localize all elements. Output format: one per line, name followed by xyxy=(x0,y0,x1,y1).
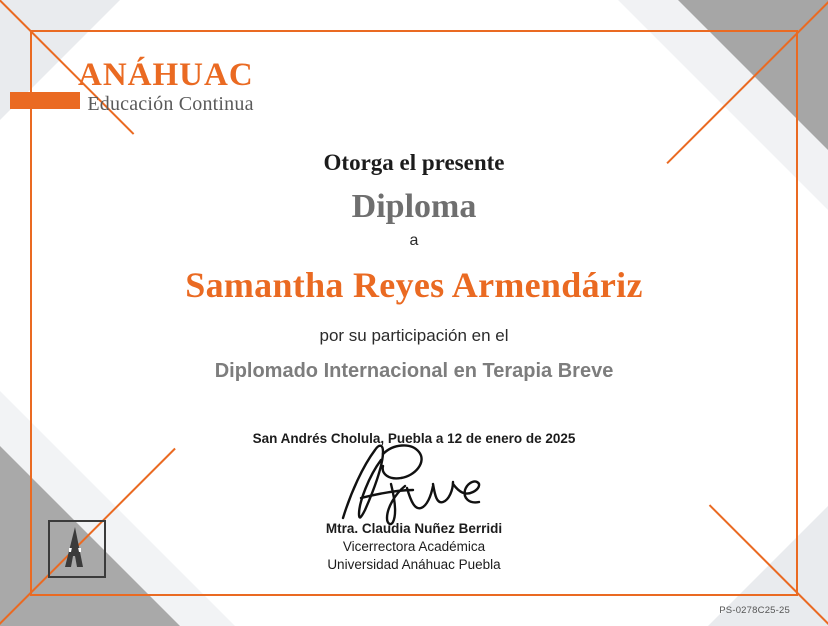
signer-name: Mtra. Claudia Nuñez Berridi xyxy=(325,521,503,536)
signature-block xyxy=(0,440,828,574)
participation-line: por su participación en el xyxy=(319,326,509,345)
program-name: Diplomado Internacional en Terapia Breve xyxy=(214,360,614,382)
signer-role: Vicerrectora Académica xyxy=(342,539,486,554)
certificate-body xyxy=(60,150,768,446)
anahuac-monogram xyxy=(48,520,106,578)
place-and-date: San Andrés Cholula, Puebla a 12 de enero de 2025 xyxy=(252,431,576,446)
document-title: Diploma xyxy=(351,188,477,225)
award-line: Otorga el presente xyxy=(323,150,505,175)
connector-word: a xyxy=(409,232,419,249)
logo-orange-bar xyxy=(10,92,80,109)
handwritten-signature-icon xyxy=(319,440,509,526)
anahuac-logo xyxy=(78,58,254,115)
signer-organization: Universidad Anáhuac Puebla xyxy=(327,557,501,572)
recipient-name: Samantha Reyes Armendáriz xyxy=(185,265,643,305)
logo-tagline: Educación Continua xyxy=(87,93,254,115)
logo-wordmark: ANÁHUAC xyxy=(78,57,254,93)
folio-code: PS-0278C25-25 xyxy=(719,605,790,616)
